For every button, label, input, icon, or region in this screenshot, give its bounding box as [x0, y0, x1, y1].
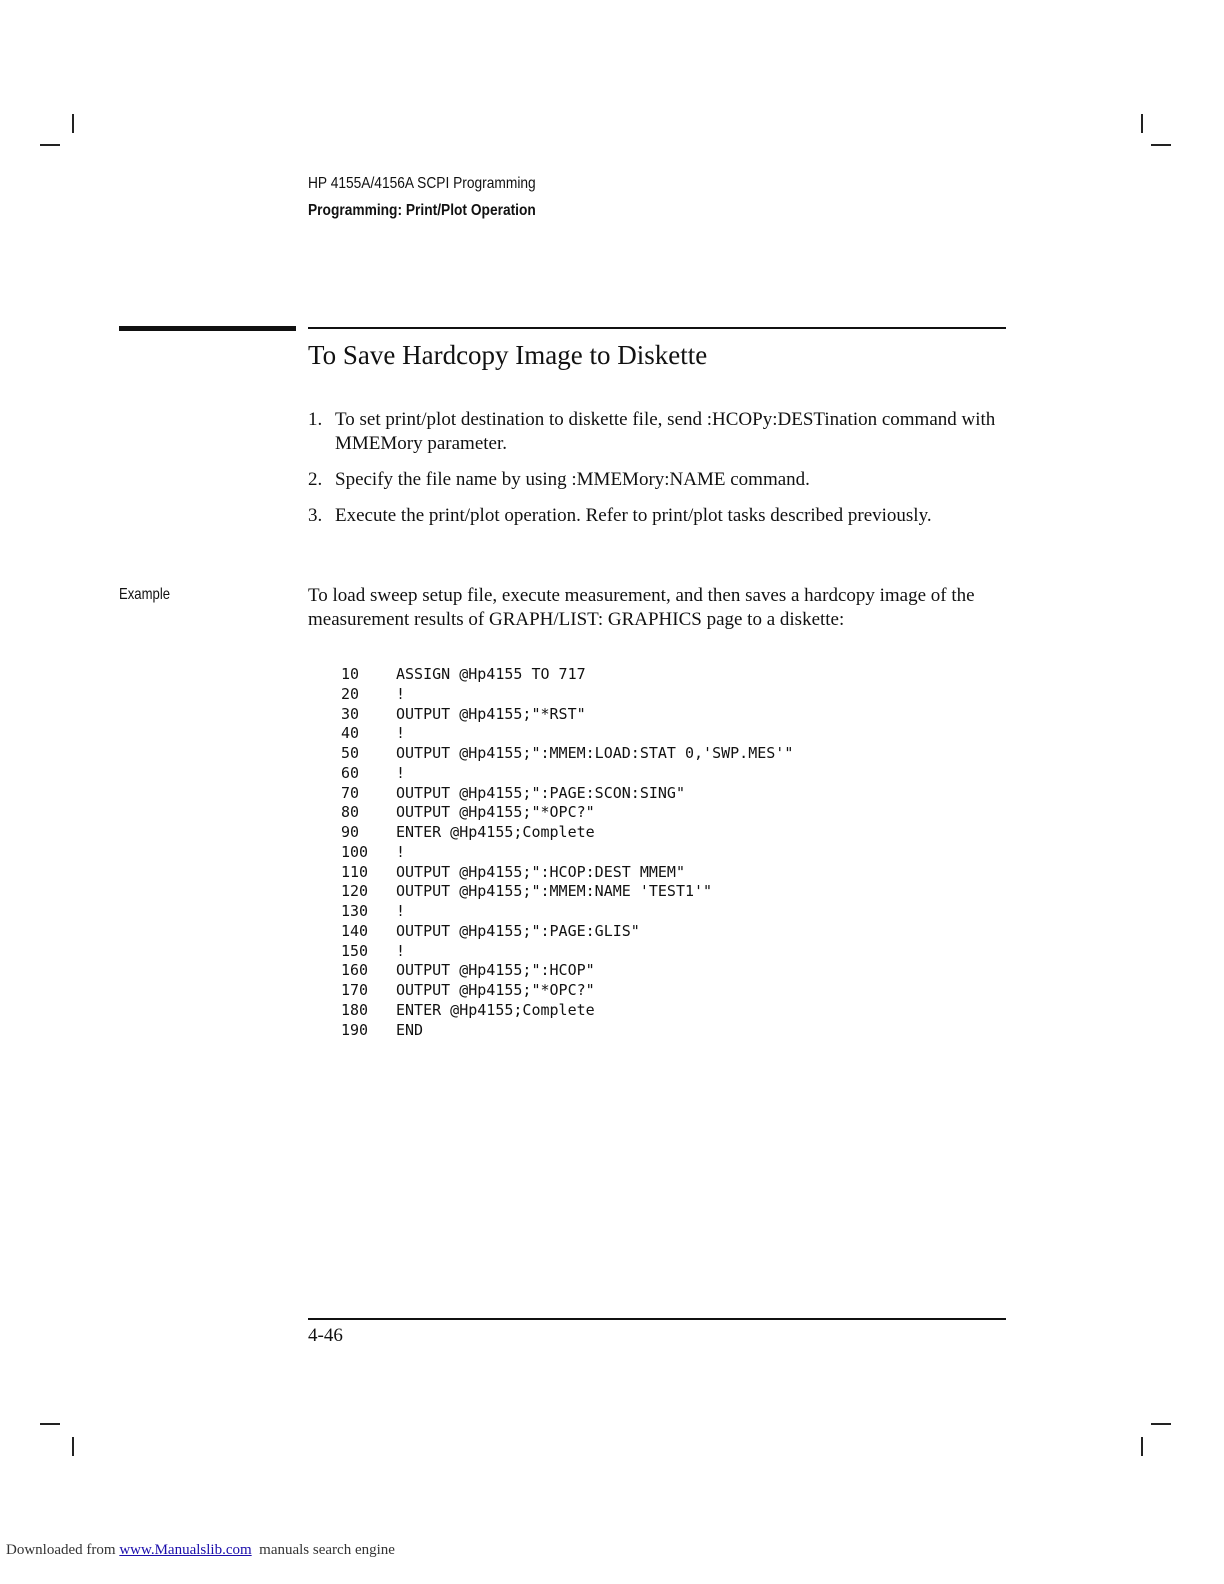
code-statement: ! [396, 684, 406, 703]
step-number: 2. [308, 469, 323, 490]
code-line [341, 744, 793, 764]
code-line [341, 843, 793, 863]
code-line-number: 20 [341, 684, 360, 703]
code-line [341, 705, 793, 725]
code-line-number: 160 [341, 961, 369, 980]
code-line [341, 961, 793, 981]
code-line-number: 180 [341, 1000, 369, 1019]
code-statement: OUTPUT @Hp4155;":MMEM:NAME 'TEST1'" [396, 882, 713, 901]
code-statement: ENTER @Hp4155;Complete [396, 1000, 595, 1019]
section-rule-thick [119, 326, 296, 331]
code-statement: ASSIGN @Hp4155 TO 717 [396, 665, 586, 683]
code-line-number: 170 [341, 981, 369, 999]
crop-mark [72, 1437, 74, 1456]
section-title: To Save Hardcopy Image to Diskette [308, 340, 708, 370]
code-statement: ! [396, 724, 406, 743]
example-description: To load sweep setup file, execute measurement, and then saves a hardcopy image of the measurement results of GRAPH/LIST: GRAPHICS page to a diskette: [308, 585, 975, 630]
code-line [341, 882, 793, 902]
step-item [308, 408, 998, 456]
crop-mark [72, 114, 74, 133]
code-statement: OUTPUT @Hp4155;":HCOP:DEST MMEM" [396, 862, 685, 881]
code-statement: OUTPUT @Hp4155;":PAGE:GLIS" [396, 921, 640, 940]
step-number: 3. [308, 505, 323, 526]
code-line-number: 80 [341, 803, 360, 822]
code-line-number: 120 [341, 882, 369, 901]
crop-mark [1141, 114, 1143, 133]
code-line-number: 140 [341, 921, 369, 940]
code-statement: OUTPUT @Hp4155;"*OPC?" [396, 981, 595, 999]
code-line-number: 70 [341, 783, 360, 802]
code-line [341, 724, 793, 744]
code-line [341, 942, 793, 962]
code-line [341, 803, 793, 823]
code-line-number: 130 [341, 902, 369, 920]
manualslib-link[interactable]: www.Manualslib.com [119, 1542, 252, 1558]
code-statement: OUTPUT @Hp4155;"*OPC?" [396, 803, 595, 822]
code-line [341, 1001, 793, 1021]
code-statement: ! [396, 941, 406, 960]
code-line [341, 784, 793, 804]
download-footer [6, 1542, 395, 1559]
step-text: Specify the file name by using :MMEMory:NAME command. [335, 469, 810, 490]
code-line [341, 1021, 793, 1041]
code-line-number: 30 [341, 704, 360, 723]
footer-rule [308, 1318, 1006, 1320]
footer-prefix: Downloaded from [6, 1542, 120, 1558]
code-statement: ! [396, 842, 406, 861]
code-statement: OUTPUT @Hp4155;":MMEM:LOAD:STAT 0,'SWP.MES'" [396, 744, 794, 762]
crop-mark [1141, 1437, 1143, 1456]
crop-mark [1151, 1423, 1171, 1425]
code-line-number: 10 [341, 665, 360, 683]
step-item [308, 504, 998, 528]
code-statement: ENTER @Hp4155;Complete [396, 823, 595, 841]
crop-mark [40, 1423, 60, 1425]
code-line [341, 823, 793, 843]
code-statement: OUTPUT @Hp4155;":PAGE:SCON:SING" [396, 783, 685, 802]
crop-mark [40, 144, 60, 146]
code-statement: END [396, 1020, 424, 1039]
footer-suffix: manuals search engine [251, 1542, 395, 1558]
code-line [341, 902, 793, 922]
step-item [308, 468, 998, 492]
step-number: 1. [308, 409, 323, 430]
running-head [308, 175, 573, 220]
step-text: To set print/plot destination to diskette file, send :HCOPy:DESTination command with MMEMory parameter. [335, 409, 996, 454]
code-line [341, 863, 793, 883]
code-line-number: 190 [341, 1020, 369, 1039]
code-line [341, 922, 793, 942]
code-line-number: 90 [341, 823, 360, 841]
crop-mark [1151, 144, 1171, 146]
code-line-number: 100 [341, 842, 369, 861]
page-number: 4-46 [308, 1325, 343, 1346]
code-line [341, 665, 793, 685]
step-text: Execute the print/plot operation. Refer to print/plot tasks described previously. [335, 505, 932, 526]
code-statement: ! [396, 902, 406, 920]
example-label: Example [119, 586, 171, 603]
chapter-title: Programming: Print/Plot Operation [308, 202, 536, 219]
section-rule-thin [308, 327, 1006, 329]
code-line-number: 40 [341, 724, 360, 743]
code-statement: OUTPUT @Hp4155;":HCOP" [396, 961, 595, 980]
code-statement: OUTPUT @Hp4155;"*RST" [396, 704, 586, 723]
code-line-number: 50 [341, 744, 360, 762]
code-statement: ! [396, 763, 406, 782]
code-line-number: 110 [341, 862, 369, 881]
code-listing [341, 665, 793, 1040]
step-list [308, 408, 998, 540]
manual-title: HP 4155A/4156A SCPI Programming [308, 175, 536, 192]
code-line-number: 60 [341, 763, 360, 782]
code-line [341, 685, 793, 705]
code-line [341, 764, 793, 784]
code-line-number: 150 [341, 941, 369, 960]
code-line [341, 981, 793, 1001]
